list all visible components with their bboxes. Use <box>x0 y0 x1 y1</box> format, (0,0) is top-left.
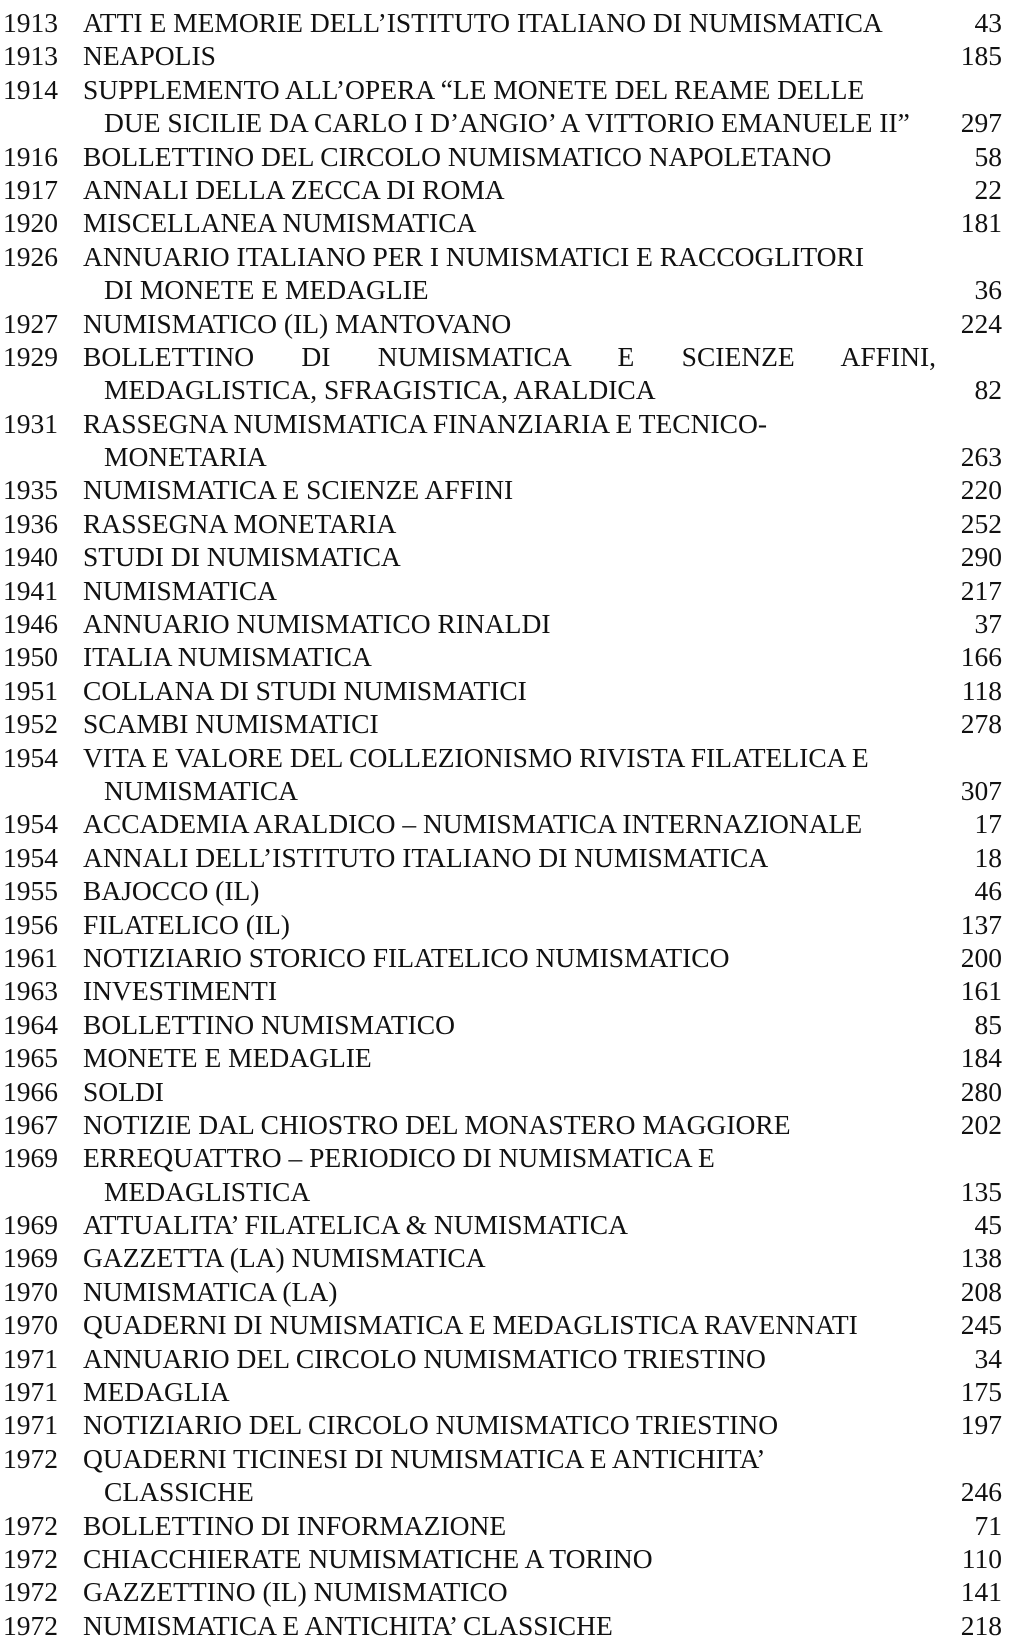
entry-page-number: 297 <box>960 107 1002 139</box>
index-entry <box>0 607 1014 640</box>
index-entry <box>0 1408 1014 1441</box>
entry-page-number: 137 <box>960 908 1002 940</box>
entry-line <box>0 1442 1014 1475</box>
entry-year: 1950 <box>3 641 58 673</box>
entry-line <box>0 1141 1014 1174</box>
index-entry <box>0 73 1014 140</box>
entry-page-number: 138 <box>960 1242 1002 1274</box>
entry-page-number: 175 <box>960 1376 1002 1408</box>
entry-page-number: 185 <box>960 40 1002 72</box>
entry-title-continuation: CLASSICHE <box>104 1476 254 1508</box>
entry-page-number: 280 <box>960 1075 1002 1107</box>
entry-year: 1964 <box>3 1008 58 1040</box>
entry-title: GAZZETTINO (IL) NUMISMATICO <box>83 1576 508 1608</box>
entry-line <box>0 206 1014 239</box>
index-entry <box>0 540 1014 573</box>
entry-line <box>0 1075 1014 1108</box>
entry-page-number: 224 <box>960 307 1002 339</box>
entry-year: 1972 <box>3 1609 58 1641</box>
entry-page-number: 17 <box>974 808 1002 840</box>
entry-line <box>0 807 1014 840</box>
entry-page-number: 208 <box>960 1275 1002 1307</box>
entry-year: 1954 <box>3 841 58 873</box>
entry-page-number: 110 <box>961 1542 1002 1574</box>
entry-year: 1920 <box>3 207 58 239</box>
entry-year: 1954 <box>3 808 58 840</box>
entry-line <box>0 73 1014 106</box>
entry-title: NOTIZIE DAL CHIOSTRO DEL MONASTERO MAGGIORE <box>83 1108 791 1140</box>
entry-line <box>0 741 1014 774</box>
entry-page-number: 220 <box>960 474 1002 506</box>
entry-page-number: 197 <box>960 1409 1002 1441</box>
entry-title: BOLLETTINO NUMISMATICO <box>83 1008 455 1040</box>
entry-year: 1971 <box>3 1376 58 1408</box>
entry-title: ITALIA NUMISMATICA <box>83 641 372 673</box>
entry-line <box>0 574 1014 607</box>
entry-year: 1951 <box>3 674 58 706</box>
entry-title: NEAPOLIS <box>83 40 216 72</box>
entry-title: BOLLETTINO DEL CIRCOLO NUMISMATICO NAPOLETANO <box>83 140 832 172</box>
entry-title: NUMISMATICA <box>83 574 278 606</box>
index-entry <box>0 240 1014 307</box>
entry-title: ANNALI DELL’ISTITUTO ITALIANO DI NUMISMATICA <box>83 841 769 873</box>
entry-line <box>0 407 1014 440</box>
entry-year: 1972 <box>3 1509 58 1541</box>
index-entry <box>0 340 1014 407</box>
entry-year: 1966 <box>3 1075 58 1107</box>
entry-year: 1969 <box>3 1242 58 1274</box>
entry-year: 1926 <box>3 240 58 272</box>
entry-page-number: 307 <box>960 774 1002 806</box>
entry-line <box>0 707 1014 740</box>
entry-year: 1969 <box>3 1142 58 1174</box>
entry-line <box>0 607 1014 640</box>
entry-line <box>0 540 1014 573</box>
entry-line <box>0 1542 1014 1575</box>
entry-title: QUADERNI TICINESI DI NUMISMATICA E ANTICHITA’ <box>83 1442 766 1474</box>
entry-title-continuation: MEDAGLISTICA <box>104 1175 311 1207</box>
entry-year: 1914 <box>3 73 58 105</box>
entry-title: COLLANA DI STUDI NUMISMATICI <box>83 674 527 706</box>
entry-title-continuation: NUMISMATICA <box>104 774 299 806</box>
entry-title: ANNUARIO ITALIANO PER I NUMISMATICI E RACCOGLITORI <box>83 240 865 272</box>
entry-line <box>0 1208 1014 1241</box>
entry-title: SOLDI <box>83 1075 164 1107</box>
entry-year: 1972 <box>3 1542 58 1574</box>
entry-page-number: 290 <box>960 541 1002 573</box>
entry-year: 1927 <box>3 307 58 339</box>
entry-title: NUMISMATICA (LA) <box>83 1275 338 1307</box>
entry-line <box>0 1375 1014 1408</box>
entry-title: STUDI DI NUMISMATICA <box>83 541 401 573</box>
index-entry <box>0 1275 1014 1308</box>
entry-title-continuation: DUE SICILIE DA CARLO I D’ANGIO’ A VITTORIO EMANUELE II” <box>104 107 910 139</box>
entry-year: 1917 <box>3 173 58 205</box>
entry-title-continuation: DI MONETE E MEDAGLIE <box>104 274 429 306</box>
index-entry <box>0 1108 1014 1141</box>
index-entry <box>0 206 1014 239</box>
entry-line <box>0 1275 1014 1308</box>
entry-line <box>0 1575 1014 1608</box>
entry-line <box>0 440 1014 473</box>
entry-title: ATTUALITA’ FILATELICA & NUMISMATICA <box>83 1209 628 1241</box>
index-entry <box>0 1041 1014 1074</box>
index-entry <box>0 1141 1014 1208</box>
entry-year: 1969 <box>3 1209 58 1241</box>
entry-line <box>0 473 1014 506</box>
entry-title: NUMISMATICO (IL) MANTOVANO <box>83 307 512 339</box>
entry-line <box>0 373 1014 406</box>
index-entry <box>0 1342 1014 1375</box>
entry-title: MONETE E MEDAGLIE <box>83 1042 372 1074</box>
entry-title: NOTIZIARIO STORICO FILATELICO NUMISMATICO <box>83 941 730 973</box>
entry-page-number: 18 <box>974 841 1002 873</box>
entry-line <box>0 6 1014 39</box>
entry-year: 1956 <box>3 908 58 940</box>
entry-title: ANNALI DELLA ZECCA DI ROMA <box>83 173 505 205</box>
entry-line <box>0 140 1014 173</box>
entry-year: 1936 <box>3 507 58 539</box>
index-entry <box>0 841 1014 874</box>
entry-title: FILATELICO (IL) <box>83 908 290 940</box>
index-entry <box>0 6 1014 39</box>
entry-title: MEDAGLIA <box>83 1376 230 1408</box>
entry-line <box>0 507 1014 540</box>
entry-title: RASSEGNA MONETARIA <box>83 507 397 539</box>
entry-line <box>0 1041 1014 1074</box>
entry-line <box>0 340 1014 373</box>
entry-year: 1940 <box>3 541 58 573</box>
entry-page-number: 82 <box>974 374 1002 406</box>
entry-page-number: 46 <box>974 875 1002 907</box>
entry-line <box>0 39 1014 72</box>
entry-line <box>0 640 1014 673</box>
index-entry <box>0 574 1014 607</box>
entry-line <box>0 106 1014 139</box>
index-entry <box>0 707 1014 740</box>
entry-line <box>0 1108 1014 1141</box>
entry-page-number: 85 <box>974 1008 1002 1040</box>
entry-line <box>0 173 1014 206</box>
index-entry <box>0 407 1014 474</box>
entry-line <box>0 1241 1014 1274</box>
index-entry <box>0 908 1014 941</box>
entry-line <box>0 908 1014 941</box>
entry-page-number: 43 <box>974 7 1002 38</box>
entry-year: 1971 <box>3 1409 58 1441</box>
index-entry <box>0 1542 1014 1575</box>
entry-title: ANNUARIO DEL CIRCOLO NUMISMATICO TRIESTINO <box>83 1342 766 1374</box>
entry-title: SCAMBI NUMISMATICI <box>83 708 379 740</box>
entry-year: 1952 <box>3 708 58 740</box>
index-entry <box>0 307 1014 340</box>
entry-page-number: 217 <box>960 574 1002 606</box>
index-entry <box>0 974 1014 1007</box>
entry-page-number: 218 <box>960 1609 1002 1641</box>
entry-year: 1970 <box>3 1275 58 1307</box>
entry-year: 1955 <box>3 875 58 907</box>
index-entry <box>0 674 1014 707</box>
index-entry <box>0 1509 1014 1542</box>
entry-line <box>0 841 1014 874</box>
index-entry <box>0 473 1014 506</box>
entry-title: NUMISMATICA E ANTICHITA’ CLASSICHE <box>83 1609 613 1641</box>
entry-title: INVESTIMENTI <box>83 975 277 1007</box>
entry-line <box>0 273 1014 306</box>
index-entry <box>0 807 1014 840</box>
entry-page-number: 22 <box>974 173 1002 205</box>
entry-line <box>0 941 1014 974</box>
index-entry <box>0 507 1014 540</box>
entry-line <box>0 1609 1014 1642</box>
entry-title: NUMISMATICA E SCIENZE AFFINI <box>83 474 514 506</box>
index-entry <box>0 1575 1014 1608</box>
index-entry <box>0 1075 1014 1108</box>
entry-title: QUADERNI DI NUMISMATICA E MEDAGLISTICA RAVENNATI <box>83 1309 858 1341</box>
entry-title: BAJOCCO (IL) <box>83 875 260 907</box>
entry-line <box>0 1342 1014 1375</box>
index-entry <box>0 1609 1014 1642</box>
entry-line <box>0 1008 1014 1041</box>
entry-title: VITA E VALORE DEL COLLEZIONISMO RIVISTA FILATELICA E <box>83 741 869 773</box>
entry-page-number: 200 <box>960 941 1002 973</box>
entry-year: 1931 <box>3 407 58 439</box>
entry-page-number: 135 <box>960 1175 1002 1207</box>
entry-page-number: 71 <box>974 1509 1002 1541</box>
entry-page-number: 118 <box>961 674 1002 706</box>
entry-line <box>0 774 1014 807</box>
entry-year: 1913 <box>3 7 58 38</box>
entry-year: 1972 <box>3 1442 58 1474</box>
entry-year: 1970 <box>3 1309 58 1341</box>
entry-line <box>0 674 1014 707</box>
entry-page-number: 252 <box>960 507 1002 539</box>
entry-year: 1946 <box>3 608 58 640</box>
entry-title: CHIACCHIERATE NUMISMATICHE A TORINO <box>83 1542 653 1574</box>
entry-page-number: 202 <box>960 1108 1002 1140</box>
entry-page-number: 45 <box>974 1209 1002 1241</box>
entry-title-continuation: MONETARIA <box>104 441 267 473</box>
entry-page-number: 37 <box>974 608 1002 640</box>
entry-page-number: 166 <box>960 641 1002 673</box>
entry-page-number: 245 <box>960 1309 1002 1341</box>
entry-title: BOLLETTINO DI NUMISMATICA E SCIENZE AFFINI, <box>83 340 936 372</box>
entry-year: 1967 <box>3 1108 58 1140</box>
entry-page-number: 36 <box>974 274 1002 306</box>
entry-line <box>0 1475 1014 1508</box>
index-entry <box>0 1375 1014 1408</box>
entry-year: 1961 <box>3 941 58 973</box>
index-entry <box>0 640 1014 673</box>
entry-title: GAZZETTA (LA) NUMISMATICA <box>83 1242 486 1274</box>
entry-line <box>0 1509 1014 1542</box>
entry-title: SUPPLEMENTO ALL’OPERA “LE MONETE DEL REAME DELLE <box>83 73 865 105</box>
index-entry <box>0 1008 1014 1041</box>
entry-title-continuation: MEDAGLISTICA, SFRAGISTICA, ARALDICA <box>104 374 656 406</box>
index-entry <box>0 1208 1014 1241</box>
index-entry <box>0 1308 1014 1341</box>
entry-line <box>0 974 1014 1007</box>
entry-page-number: 263 <box>960 441 1002 473</box>
entry-page-number: 181 <box>960 207 1002 239</box>
entry-page-number: 278 <box>960 708 1002 740</box>
entry-line <box>0 1408 1014 1441</box>
index-entry <box>0 741 1014 808</box>
entry-line <box>0 307 1014 340</box>
entry-page-number: 141 <box>960 1576 1002 1608</box>
entry-line <box>0 240 1014 273</box>
entry-title: NOTIZIARIO DEL CIRCOLO NUMISMATICO TRIESTINO <box>83 1409 779 1441</box>
entry-year: 1916 <box>3 140 58 172</box>
entry-title: ATTI E MEMORIE DELL’ISTITUTO ITALIANO DI NUMISMATICA <box>83 7 883 38</box>
index-entry <box>0 140 1014 173</box>
index-entry <box>0 173 1014 206</box>
entry-year: 1965 <box>3 1042 58 1074</box>
index-entry <box>0 1241 1014 1274</box>
index-entry <box>0 1442 1014 1509</box>
index-entry <box>0 39 1014 72</box>
entry-line <box>0 874 1014 907</box>
entry-year: 1972 <box>3 1576 58 1608</box>
index-entry <box>0 941 1014 974</box>
entry-title: ERREQUATTRO – PERIODICO DI NUMISMATICA E <box>83 1142 715 1174</box>
index-entry <box>0 874 1014 907</box>
entry-page-number: 58 <box>974 140 1002 172</box>
entry-year: 1913 <box>3 40 58 72</box>
entry-year: 1929 <box>3 340 58 372</box>
entry-year: 1971 <box>3 1342 58 1374</box>
entry-page-number: 184 <box>960 1042 1002 1074</box>
entry-year: 1954 <box>3 741 58 773</box>
entry-year: 1935 <box>3 474 58 506</box>
entry-title: MISCELLANEA NUMISMATICA <box>83 207 477 239</box>
entry-page-number: 34 <box>974 1342 1002 1374</box>
entry-year: 1963 <box>3 975 58 1007</box>
entry-title: RASSEGNA NUMISMATICA FINANZIARIA E TECNICO- <box>83 407 767 439</box>
entry-line <box>0 1308 1014 1341</box>
entry-page-number: 161 <box>960 975 1002 1007</box>
entry-line <box>0 1175 1014 1208</box>
entry-title: ACCADEMIA ARALDICO – NUMISMATICA INTERNAZIONALE <box>83 808 863 840</box>
entry-title: BOLLETTINO DI INFORMAZIONE <box>83 1509 507 1541</box>
entry-title: ANNUARIO NUMISMATICO RINALDI <box>83 608 551 640</box>
entry-year: 1941 <box>3 574 58 606</box>
entry-page-number: 246 <box>960 1476 1002 1508</box>
